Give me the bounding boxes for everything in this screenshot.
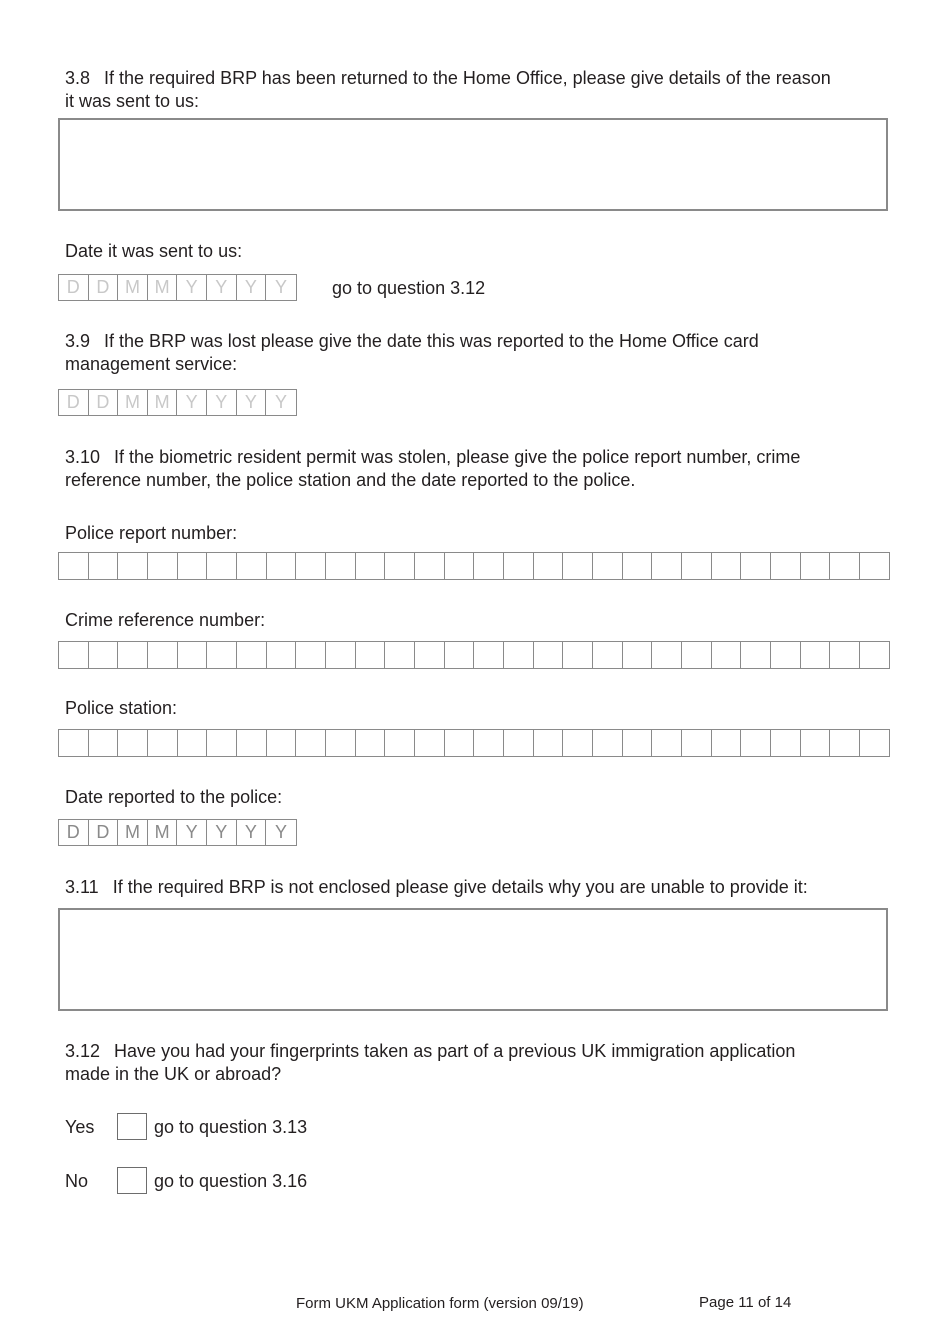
q3-8-question: [65, 67, 831, 90]
q3-8-number: 3.8: [65, 68, 91, 88]
date-cell[interactable]: D: [89, 390, 119, 415]
q3-10-text: If the biometric resident permit was stolen, please give the police report number, crime: [114, 447, 801, 467]
date-cell[interactable]: M: [148, 390, 178, 415]
q3-9-text: If the BRP was lost please give the date this was reported to the Home Office card: [104, 331, 759, 351]
date-cell[interactable]: Y: [274, 822, 287, 842]
q3-12-question: [65, 1040, 795, 1063]
q3-9-question: [65, 330, 759, 353]
date-cell[interactable]: D: [59, 390, 89, 415]
date-sent-input[interactable]: [58, 274, 297, 301]
q3-10-number: 3.10: [65, 447, 101, 467]
footer-page-number: Page 11 of 14: [699, 1294, 792, 1311]
date-cell[interactable]: Y: [177, 820, 207, 845]
date-reported-label: Date reported to the police:: [65, 787, 283, 807]
q3-9-text-cont: management service:: [65, 354, 238, 374]
no-goto: go to question 3.16: [154, 1171, 308, 1191]
date-cell[interactable]: D: [89, 275, 119, 300]
date-sent-label: Date it was sent to us:: [65, 241, 243, 261]
date-cell[interactable]: Y: [237, 390, 267, 415]
date-cell[interactable]: Y: [207, 275, 237, 300]
date-cell[interactable]: M: [148, 820, 178, 845]
police-station-input[interactable]: [58, 729, 890, 757]
q3-9-number: 3.9: [65, 331, 91, 351]
q3-8-text-cont: it was sent to us:: [65, 91, 200, 111]
date-cell[interactable]: Y: [274, 277, 287, 297]
return-reason-textarea[interactable]: [58, 118, 888, 211]
date-cell[interactable]: Y: [237, 820, 267, 845]
date-cell[interactable]: D: [59, 820, 89, 845]
date-cell[interactable]: Y: [207, 820, 237, 845]
no-checkbox[interactable]: [117, 1167, 147, 1194]
q3-11-text: If the required BRP is not enclosed please give details why you are unable to provide it:: [112, 877, 808, 897]
police-report-label: Police report number:: [65, 523, 238, 543]
date-cell[interactable]: M: [118, 820, 148, 845]
q3-10-text-cont: reference number, the police station and the date reported to the police.: [65, 470, 636, 490]
date-cell[interactable]: Y: [274, 392, 287, 412]
footer-form-name: Form UKM Application form (version 09/19): [296, 1295, 584, 1312]
police-station-label: Police station:: [65, 698, 178, 718]
date-cell[interactable]: Y: [177, 275, 207, 300]
date-cell[interactable]: D: [89, 820, 119, 845]
yes-label: Yes: [65, 1117, 95, 1137]
date-cell[interactable]: Y: [207, 390, 237, 415]
date-cell[interactable]: Y: [237, 275, 267, 300]
q3-12-text-cont: made in the UK or abroad?: [65, 1064, 282, 1084]
police-report-input[interactable]: [58, 552, 890, 580]
q3-8-text: If the required BRP has been returned to the Home Office, please give details of the reason: [104, 68, 831, 88]
q3-12-number: 3.12: [65, 1041, 101, 1061]
date-cell[interactable]: M: [118, 390, 148, 415]
q3-10-question: [65, 446, 800, 469]
date-lost-reported-input[interactable]: [58, 389, 297, 416]
date-sent-goto: go to question 3.12: [332, 278, 486, 298]
not-enclosed-reason-textarea[interactable]: [58, 908, 888, 1011]
date-cell[interactable]: M: [148, 275, 178, 300]
q3-11-question: [65, 876, 808, 899]
yes-goto: go to question 3.13: [154, 1117, 308, 1137]
no-label: No: [65, 1171, 89, 1191]
q3-11-number: 3.11: [65, 877, 99, 897]
date-cell[interactable]: M: [118, 275, 148, 300]
q3-12-text: Have you had your fingerprints taken as part of a previous UK immigration application: [114, 1041, 796, 1061]
date-cell[interactable]: D: [59, 275, 89, 300]
crime-ref-label: Crime reference number:: [65, 610, 266, 630]
date-cell[interactable]: Y: [177, 390, 207, 415]
yes-checkbox[interactable]: [117, 1113, 147, 1140]
crime-ref-input[interactable]: [58, 641, 890, 669]
date-reported-input[interactable]: [58, 819, 297, 846]
